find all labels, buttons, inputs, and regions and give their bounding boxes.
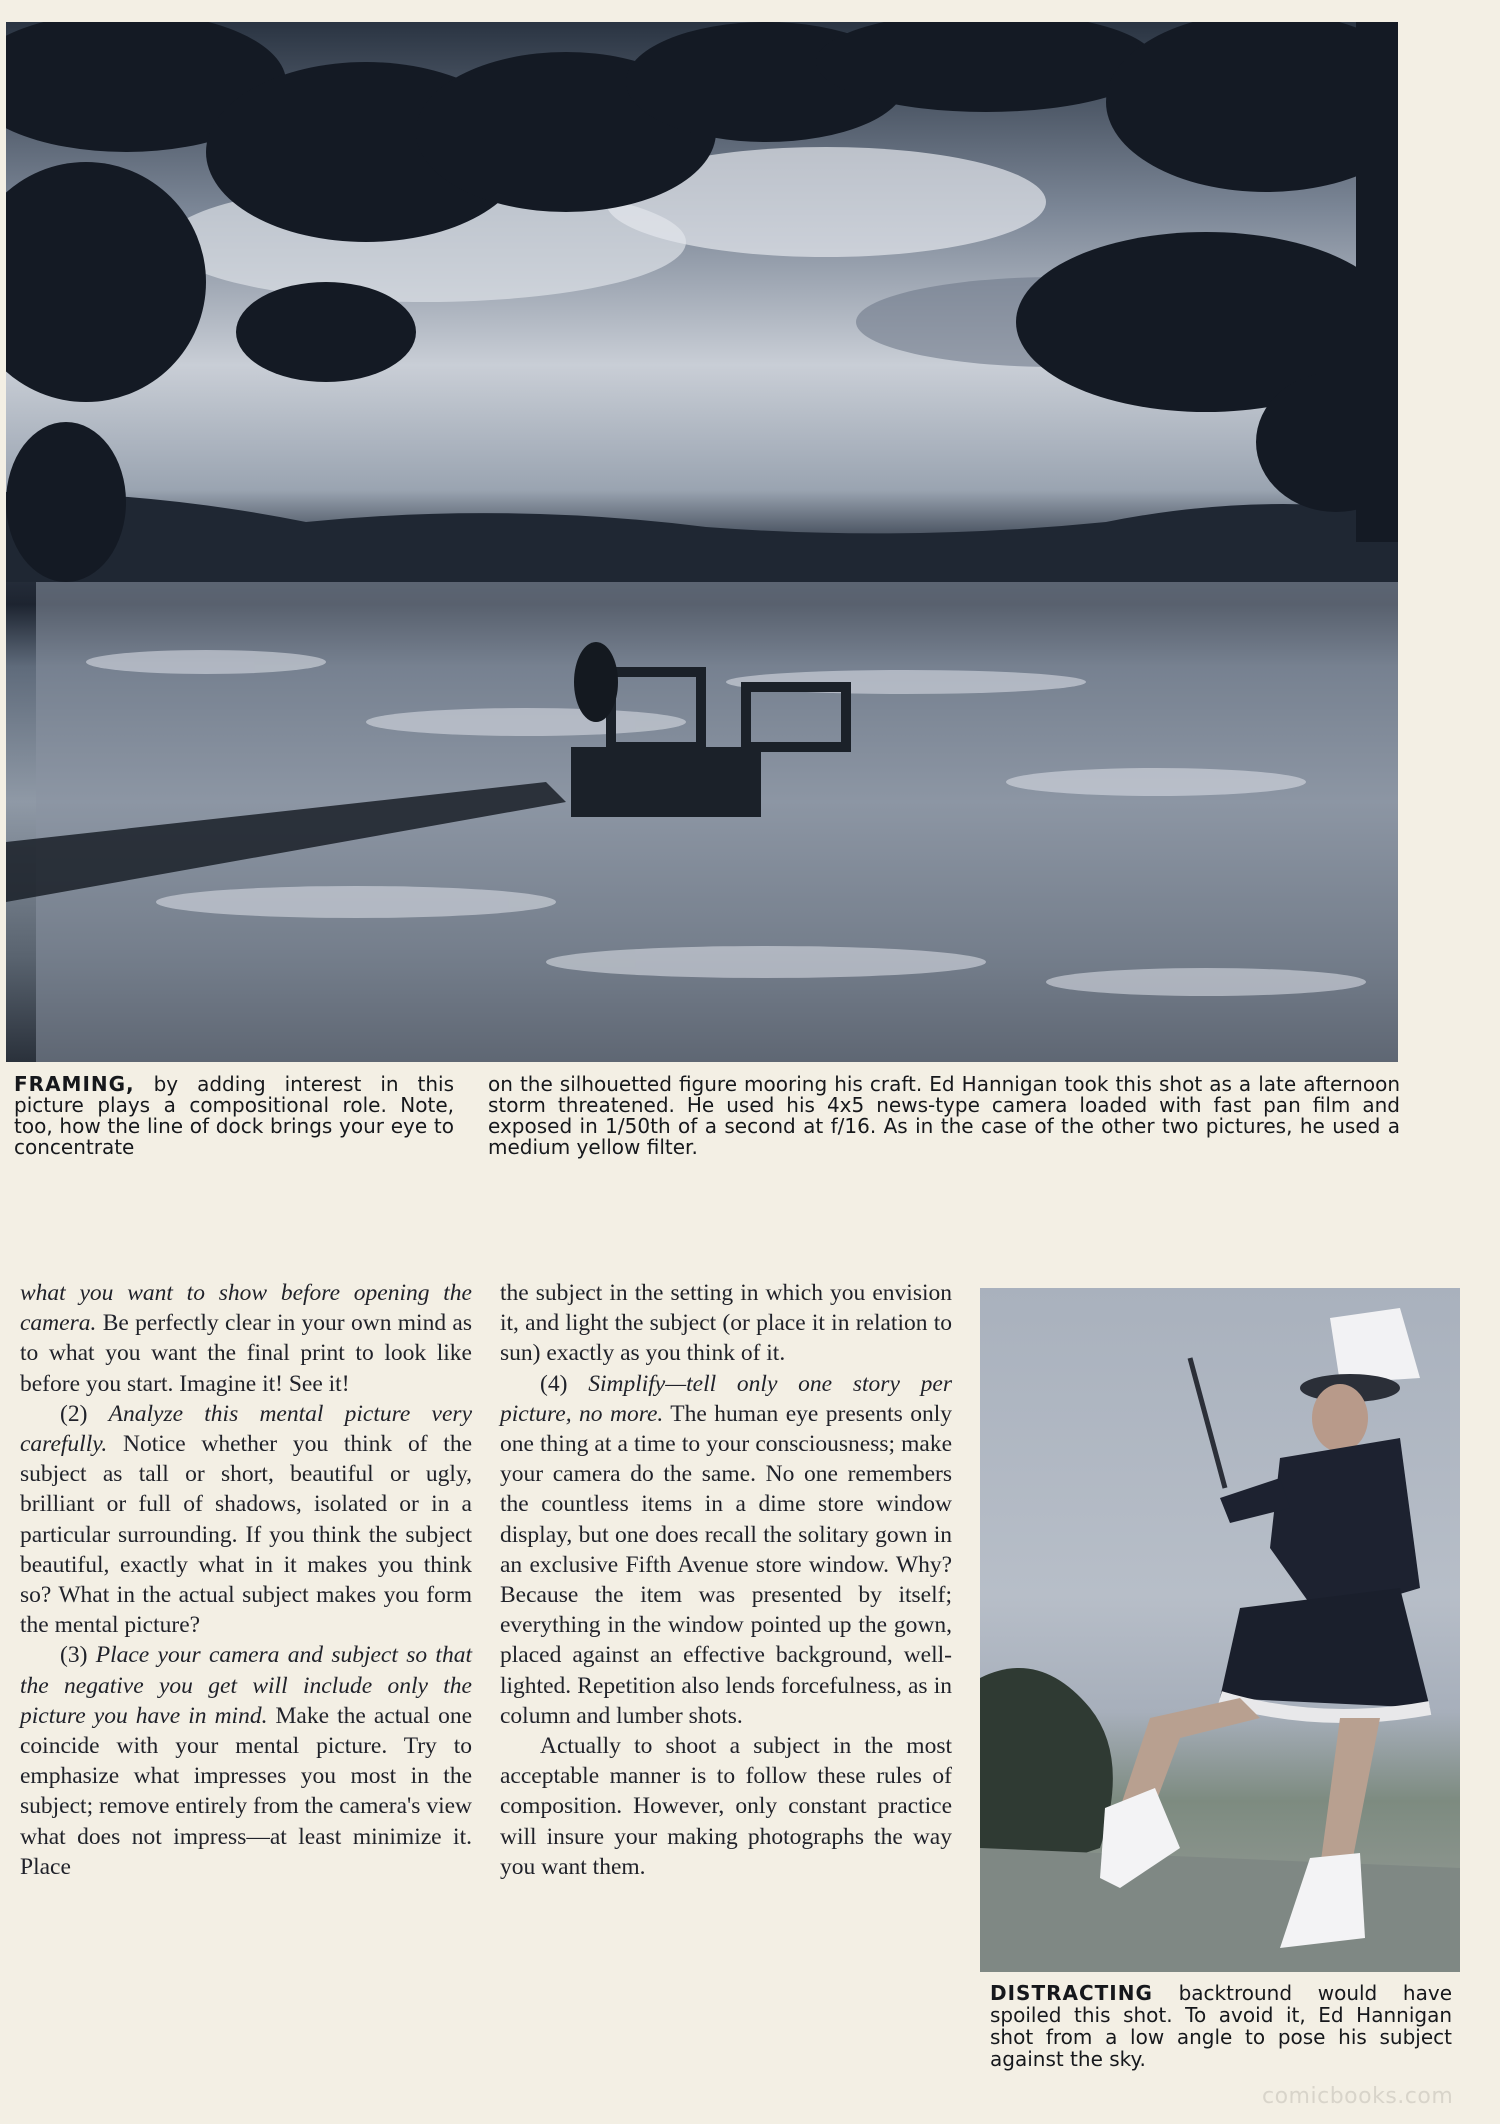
paragraph-text: Make the actual one coincide with your mental picture. Try to emphasize what impresses you most in the subject; remove entirely from the camera's view what does not impress—at least minimize it. Place [20,1702,473,1880]
italic-text: Analyze this mental picture very carefully. [20,1400,472,1458]
lake-boat-photo-icon [6,22,1398,1062]
italic-text: Simplify—tell only one story per picture, no more. [500,1370,952,1427]
paragraph-text: Notice whether you think of the subject as tall or short, beautiful or ugly, brilliant or full of shadows, isolated or in a particular surrounding. If you think the subject beautiful, exactly what in it makes you think so? What in the actual subject makes you form the mental picture? [20,1431,472,1639]
top-caption-left [14,1074,454,1158]
caption-left-text: by adding interest in this picture plays a compositional role. Note, too, how the line of dock brings your eye to concentrate [14,1072,454,1159]
paragraph [20,1278,472,1399]
majorette-photo-icon [980,1288,1460,1972]
paragraph: Actually to shoot a subject in the most acceptable manner is to follow these rules of composition. However, only constant practice will insure your making photographs the way you want them. [500,1733,952,1880]
caption-text: backtround would have spoiled this shot. To avoid it, Ed Hannigan shot from a low angle to pose his subject against the sky. [990,1981,1453,2071]
caption-lead: FRAMING, [14,1072,135,1096]
paragraph [20,1640,472,1882]
watermark: comicbooks.com [1262,2084,1454,2109]
side-caption [990,1982,1452,2070]
paragraph-text: The human eye presents only one thing at a time to your consciousness; make your camera do the same. No one remembers the countless items in a dime store window display, but one does recall the solitary gown in an exclusive Fifth Avenue store window. Why? Because the item was presented by itself; everything in the window pointed up the gown, placed against an effective background, well-lighted. Repetition also lends forcefulness, as in column and lumber shots. [500,1400,953,1729]
top-caption-right: on the silhouetted figure mooring his craft. Ed Hannigan took this shot as a late afternoon storm threatened. He used his 4x5 news-type camera loaded with fast pan film and exposed in 1/50th of a second at f/16. As in the case of the other two pictures, he used a medium yellow filter. [488,1072,1400,1159]
italic-text: what you want to show before opening the camera. [20,1280,472,1337]
article-column-2 [500,1278,952,1882]
paragraph-number: (2) [60,1400,109,1427]
article-column-1 [20,1278,472,1882]
paragraph-number: (3) [60,1642,96,1669]
caption-lead: DISTRACTING [990,1981,1153,2005]
italic-text: Place your camera and subject so that the negative you get will include only the picture you have in mind. [20,1642,472,1729]
paragraph-text: Be perfectly clear in your own mind as to what you want the final print to look like before you start. Imagine it! See it! [20,1310,472,1397]
paragraph [20,1399,472,1641]
paragraph [500,1369,952,1731]
side-photo [980,1288,1460,1972]
paragraph: the subject in the setting in which you envision it, and light the subject (or place it in relation to sun) exactly as you think of it. [500,1280,952,1367]
paragraph-number: (4) [540,1370,589,1397]
top-photo [6,22,1398,1062]
